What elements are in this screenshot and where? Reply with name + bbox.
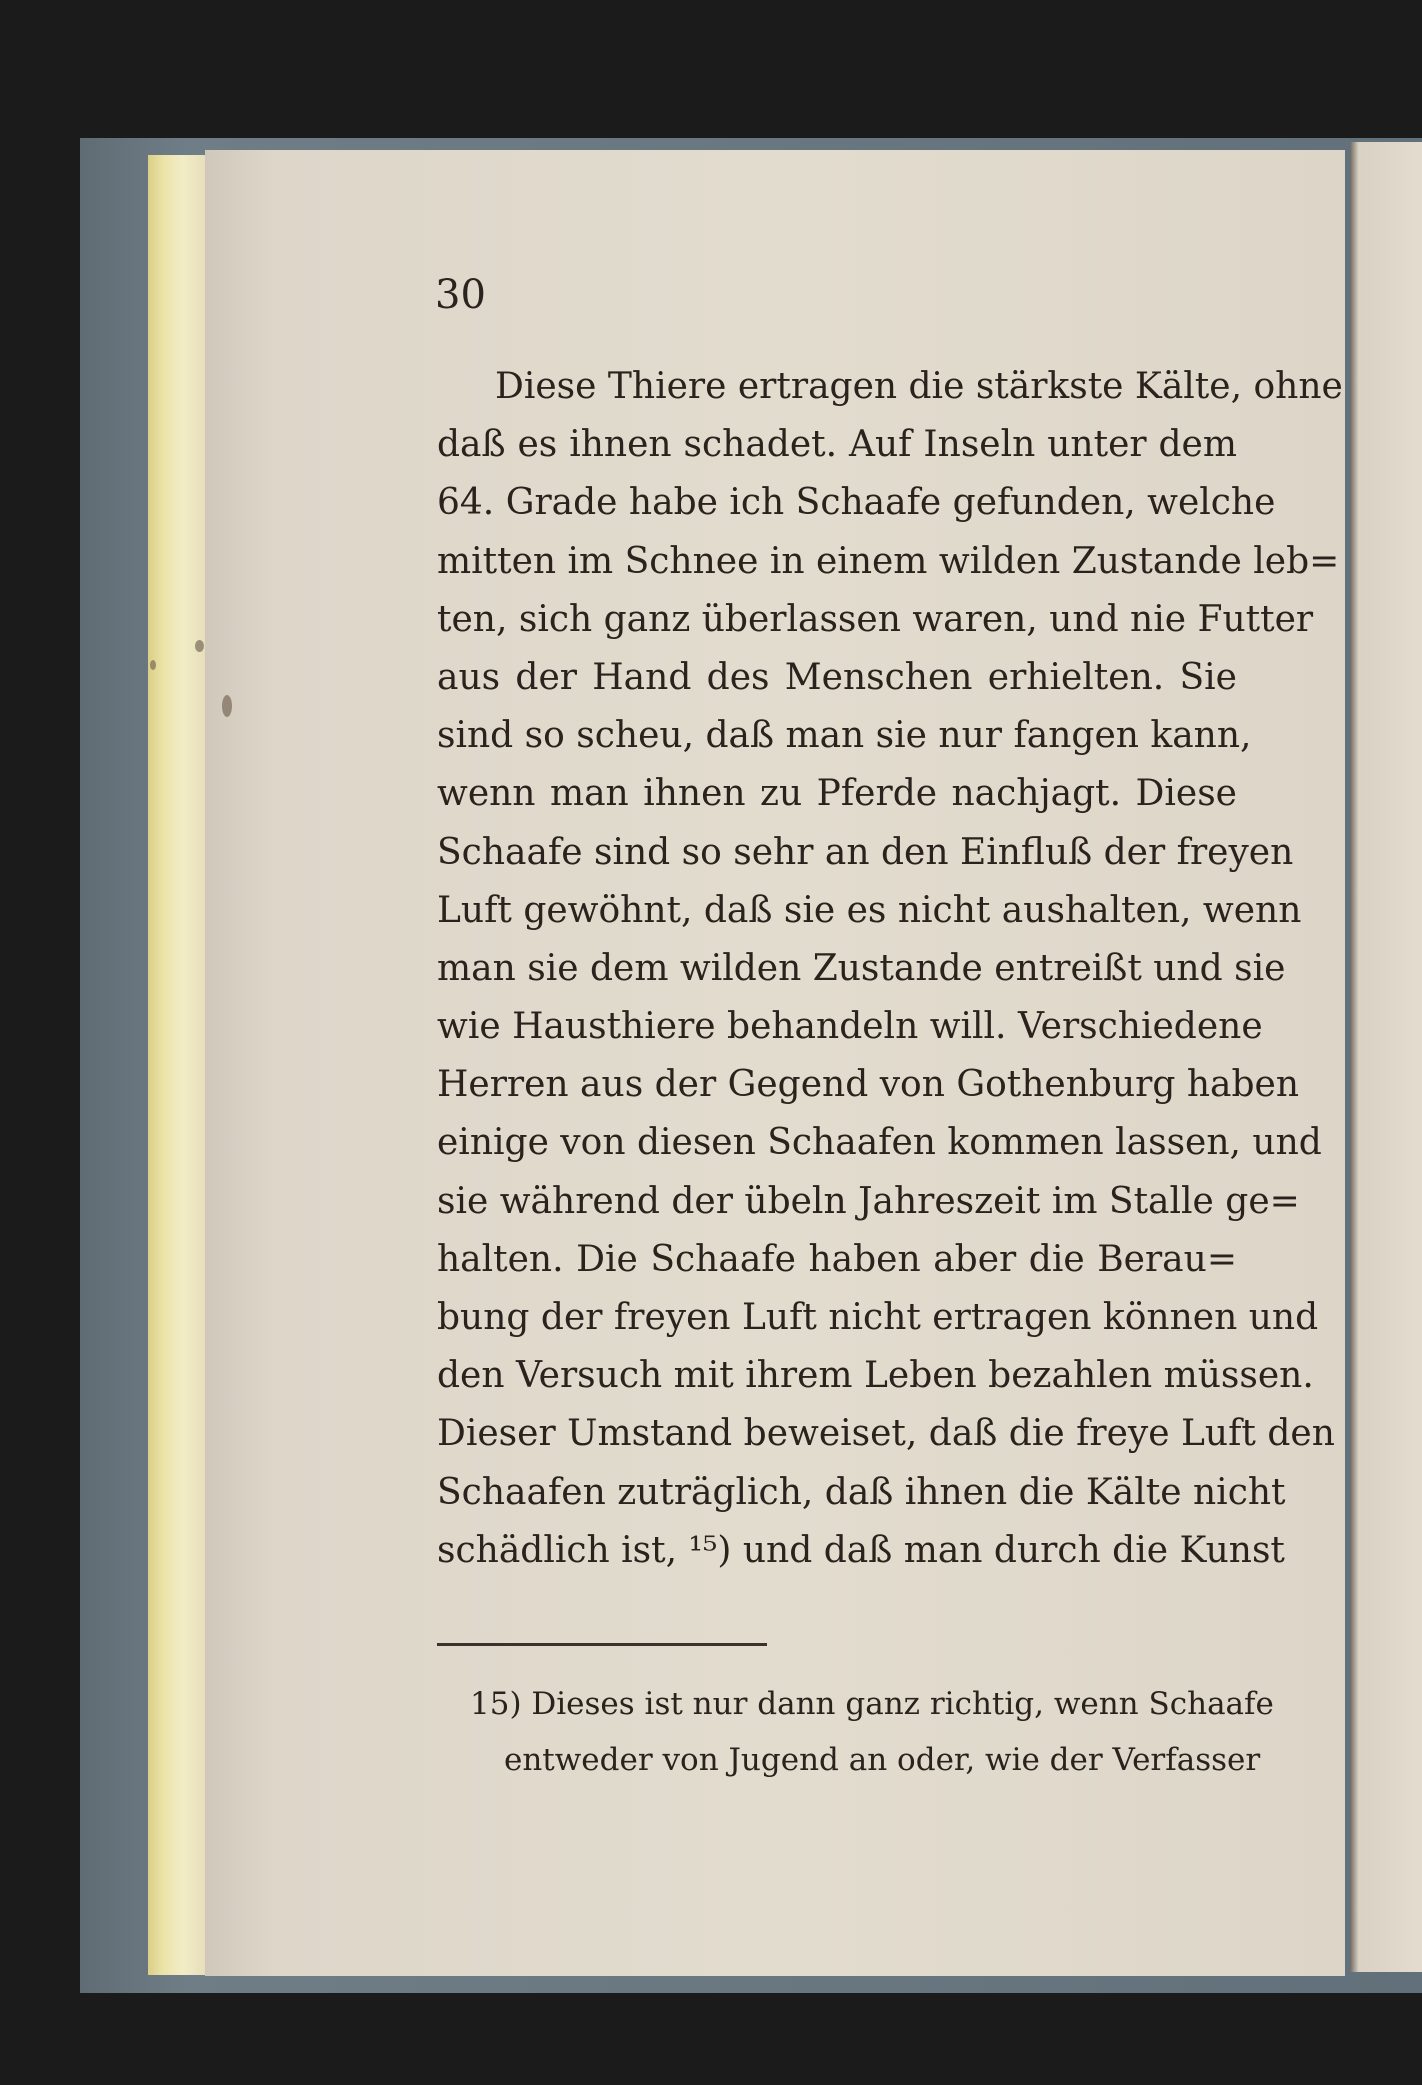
footnote-divider (437, 1643, 767, 1646)
text-line: man sie dem wilden Zustande entreißt und sie (437, 947, 1286, 989)
text-line: sind so scheu, daß man sie nur fangen kann, (437, 715, 1252, 757)
page-edges (148, 155, 210, 1975)
text-line: den Versuch mit ihrem Leben bezahlen müssen. (437, 1355, 1314, 1397)
text-line: 64. Grade habe ich Schaafe gefunden, welche (437, 482, 1276, 524)
paper-stain (195, 640, 204, 652)
text-line: mitten im Schnee in einem wilden Zustande leb= (437, 540, 1340, 582)
page-number: 30 (435, 272, 486, 318)
text-line: bung der freyen Luft nicht ertragen können und (437, 1297, 1319, 1338)
body-text (437, 358, 1343, 1580)
text-line: wie Hausthiere behandeln will. Verschiedene (437, 1006, 1263, 1048)
text-line: Schaafen zuträglich, daß ihnen die Kälte nicht (437, 1471, 1286, 1513)
paper-stain (150, 660, 156, 670)
paper-stain (222, 695, 232, 717)
text-line: einige von diesen Schaafen kommen lassen, und (437, 1122, 1322, 1164)
text-line: Diese Thiere ertragen die stärkste Kälte, ohne (495, 366, 1343, 407)
text-line: schädlich ist, ¹⁵) und daß man durch die Kunst (437, 1529, 1285, 1571)
text-line: Schaafe sind so sehr an den Einfluß der freyen (437, 831, 1294, 873)
text-line: Herren aus der Gegend von Gothenburg haben (437, 1064, 1300, 1106)
text-line: Dieser Umstand beweiset, daß die freye Luft den (437, 1413, 1335, 1455)
next-page-edge (1350, 142, 1422, 1972)
text-line: daß es ihnen schadet. Auf Inseln unter dem (437, 424, 1237, 466)
text-line: Luft gewöhnt, daß sie es nicht aushalten, wenn (437, 889, 1302, 931)
footnote-line: entweder von Jugend an oder, wie der Verfasser (504, 1742, 1261, 1778)
text-line: wenn man ihnen zu Pferde nachjagt. Diese (437, 773, 1237, 815)
text-line: sie während der übeln Jahreszeit im Stalle ge= (437, 1180, 1300, 1222)
footnote-line: 15) Dieses ist nur dann ganz richtig, wenn Schaafe (470, 1686, 1274, 1722)
text-line: ten, sich ganz überlassen waren, und nie Futter (437, 598, 1314, 640)
footnote (470, 1676, 1274, 1788)
text-line: halten. Die Schaafe haben aber die Berau= (437, 1238, 1237, 1280)
text-line: aus der Hand des Menschen erhielten. Sie (437, 656, 1237, 698)
